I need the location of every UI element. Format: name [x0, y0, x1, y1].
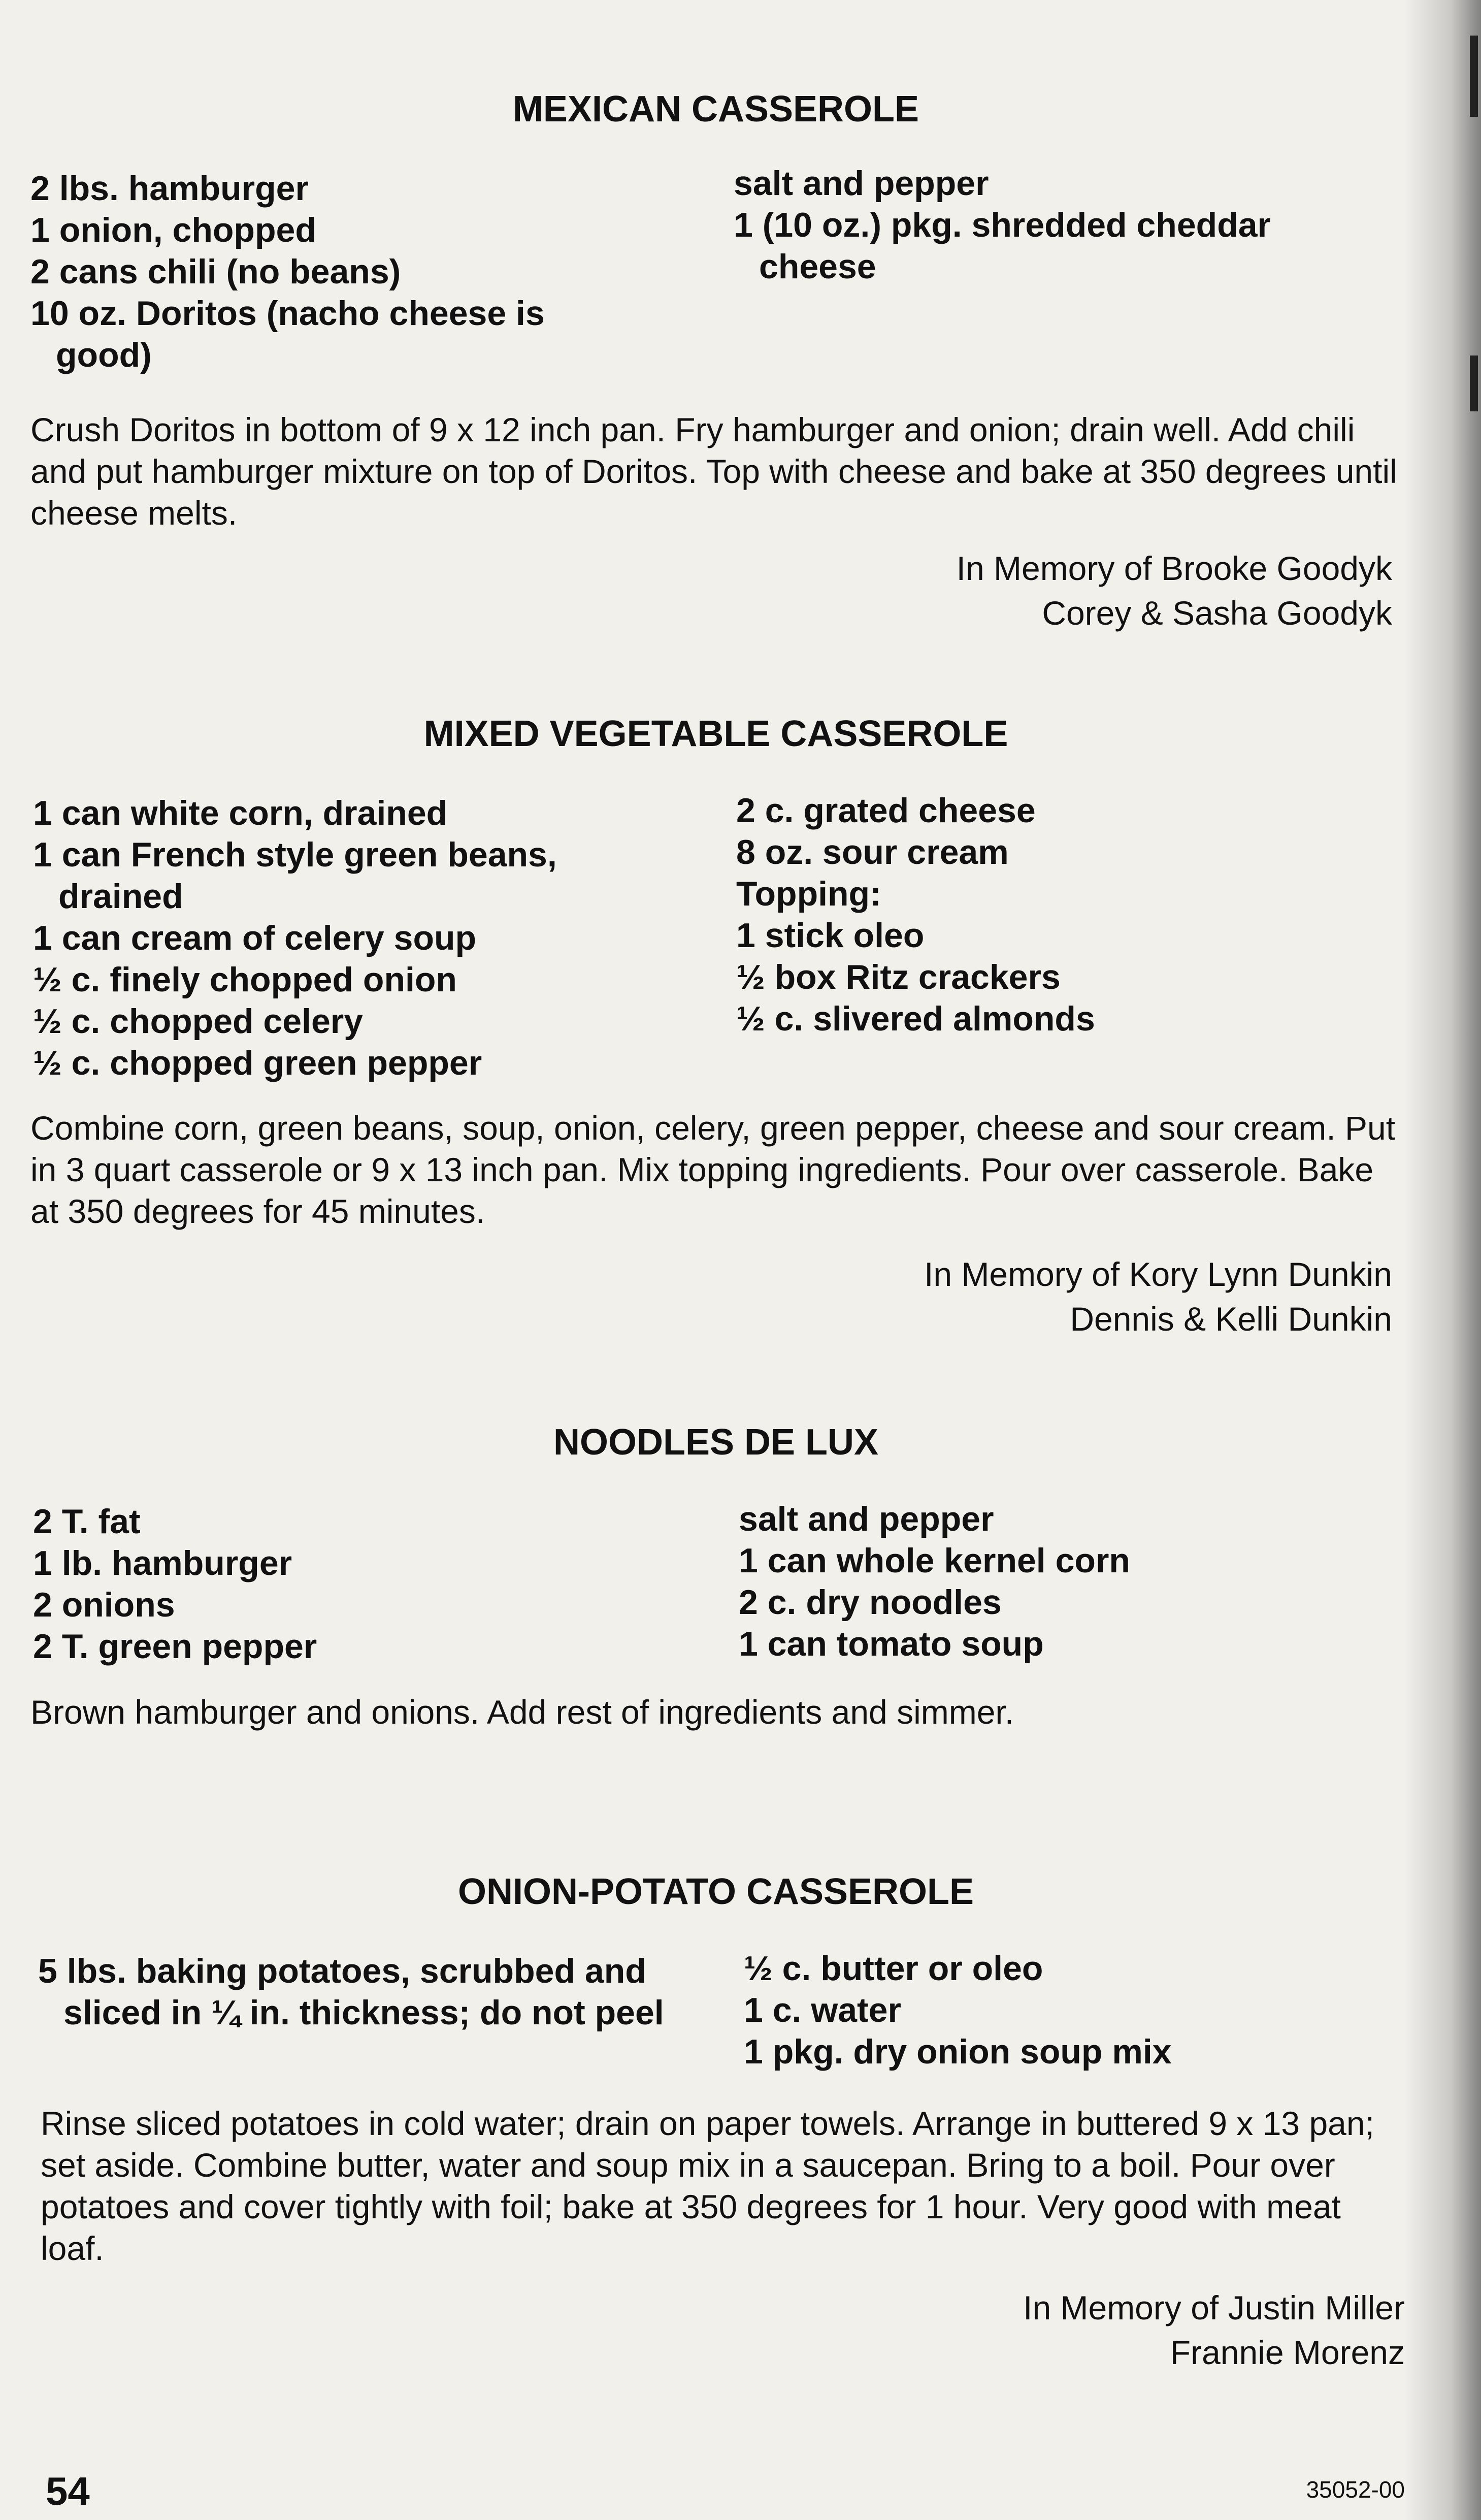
- binding-mark: [1470, 36, 1478, 117]
- credit-line: In Memory of Kory Lynn Dunkin: [924, 1255, 1392, 1293]
- ingredient: 1 c. water: [744, 1991, 901, 2029]
- credit-line: Corey & Sasha Goodyk: [1042, 594, 1392, 632]
- ingredient: 1 pkg. dry onion soup mix: [744, 2032, 1172, 2071]
- ingredients-right: [736, 790, 1391, 1040]
- ingredient: 1 lb. hamburger: [33, 1544, 292, 1582]
- ingredient: 1 can French style green beans, drained: [33, 835, 557, 916]
- ingredient: salt and pepper: [734, 164, 989, 203]
- recipe-title: ONION-POTATO CASSEROLE: [457, 1871, 974, 1912]
- directions: Combine corn, green beans, soup, onion, celery, green pepper, cheese and sour cream. Put in 3 quart casserole or 9 x 13 inch pan. Mix topping ingredients. Pour over casserole. Bake at 350 degrees for 45 minutes.: [30, 1109, 1396, 1230]
- ingredient: 2 onions: [33, 1586, 175, 1624]
- ingredient: ½ c. chopped green pepper: [33, 1044, 482, 1082]
- ingredient: 5 lbs. baking potatoes, scrubbed and sliced in ¼ in. thickness; do not peel: [38, 1952, 664, 2032]
- ingredient: ½ c. chopped celery: [33, 1002, 364, 1041]
- ingredient: Topping:: [736, 875, 881, 913]
- ingredient: 1 onion, chopped: [30, 211, 316, 249]
- ingredient: 1 stick oleo: [736, 916, 925, 955]
- ingredient: ½ box Ritz crackers: [736, 958, 1061, 996]
- recipe-title: MEXICAN CASSEROLE: [512, 89, 919, 130]
- ingredients-left: [33, 792, 693, 1084]
- ingredient: 2 cans chili (no beans): [30, 252, 401, 291]
- recipe-title: NOODLES DE LUX: [553, 1422, 879, 1463]
- ingredient: ½ c. finely chopped onion: [33, 960, 457, 999]
- memorial-credit: [957, 546, 1392, 635]
- directions: Brown hamburger and onions. Add rest of ingredients and simmer.: [30, 1693, 1014, 1731]
- ingredients-left: [38, 1950, 688, 2033]
- ingredient: 2 c. dry noodles: [739, 1583, 1002, 1622]
- memorial-credit: [924, 1252, 1392, 1341]
- ingredient: 2 T. green pepper: [33, 1627, 317, 1666]
- credit-line: In Memory of Justin Miller: [1023, 2289, 1405, 2327]
- credit-line: Dennis & Kelli Dunkin: [1070, 1300, 1392, 1338]
- ingredient: ½ c. butter or oleo: [744, 1949, 1043, 1988]
- credit-line: Frannie Morenz: [1170, 2334, 1405, 2371]
- directions: Rinse sliced potatoes in cold water; drain on paper towels. Arrange in buttered 9 x 13 pan; set aside. Combine butter, water and soup mix in a saucepan. Bring to a boil. Pour over potatoes and cover tightly with foil; bake at 350 degrees for 1 hour. Very good with meat loaf.: [41, 2105, 1374, 2267]
- credit-line: In Memory of Brooke Goodyk: [956, 550, 1392, 587]
- ingredients-left: [33, 1501, 693, 1667]
- recipe-title: MIXED VEGETABLE CASSEROLE: [423, 714, 1008, 754]
- directions: Crush Doritos in bottom of 9 x 12 inch pan. Fry hamburger and onion; drain well. Add chili and put hamburger mixture on top of Doritos. Top with cheese and bake at 350 degrees until cheese melts.: [30, 411, 1397, 532]
- ingredient: 2 lbs. hamburger: [30, 169, 309, 208]
- memorial-credit: [1023, 2285, 1405, 2375]
- ingredient: ½ c. slivered almonds: [736, 999, 1095, 1038]
- ingredient: 1 can whole kernel corn: [739, 1541, 1130, 1580]
- ingredients-right: [739, 1498, 1394, 1665]
- ingredient: 2 T. fat: [33, 1502, 141, 1541]
- binding-mark: [1470, 356, 1478, 411]
- ingredient: 1 can cream of celery soup: [33, 919, 477, 957]
- ingredient: 10 oz. Doritos (nacho cheese is good): [30, 294, 545, 374]
- ingredient: salt and pepper: [739, 1500, 994, 1538]
- ingredients-right: [734, 163, 1389, 287]
- ingredient: 1 (10 oz.) pkg. shredded cheddar cheese: [734, 206, 1271, 286]
- ingredients-right: [744, 1948, 1399, 2073]
- ingredient: 1 can white corn, drained: [33, 794, 448, 832]
- print-code: 35052-00: [1306, 2476, 1405, 2503]
- ingredient: 8 oz. sour cream: [736, 833, 1009, 871]
- ingredient: 1 can tomato soup: [739, 1625, 1044, 1663]
- ingredients-left: [30, 168, 680, 376]
- ingredient: 2 c. grated cheese: [736, 791, 1036, 830]
- page-number: 54: [46, 2469, 90, 2513]
